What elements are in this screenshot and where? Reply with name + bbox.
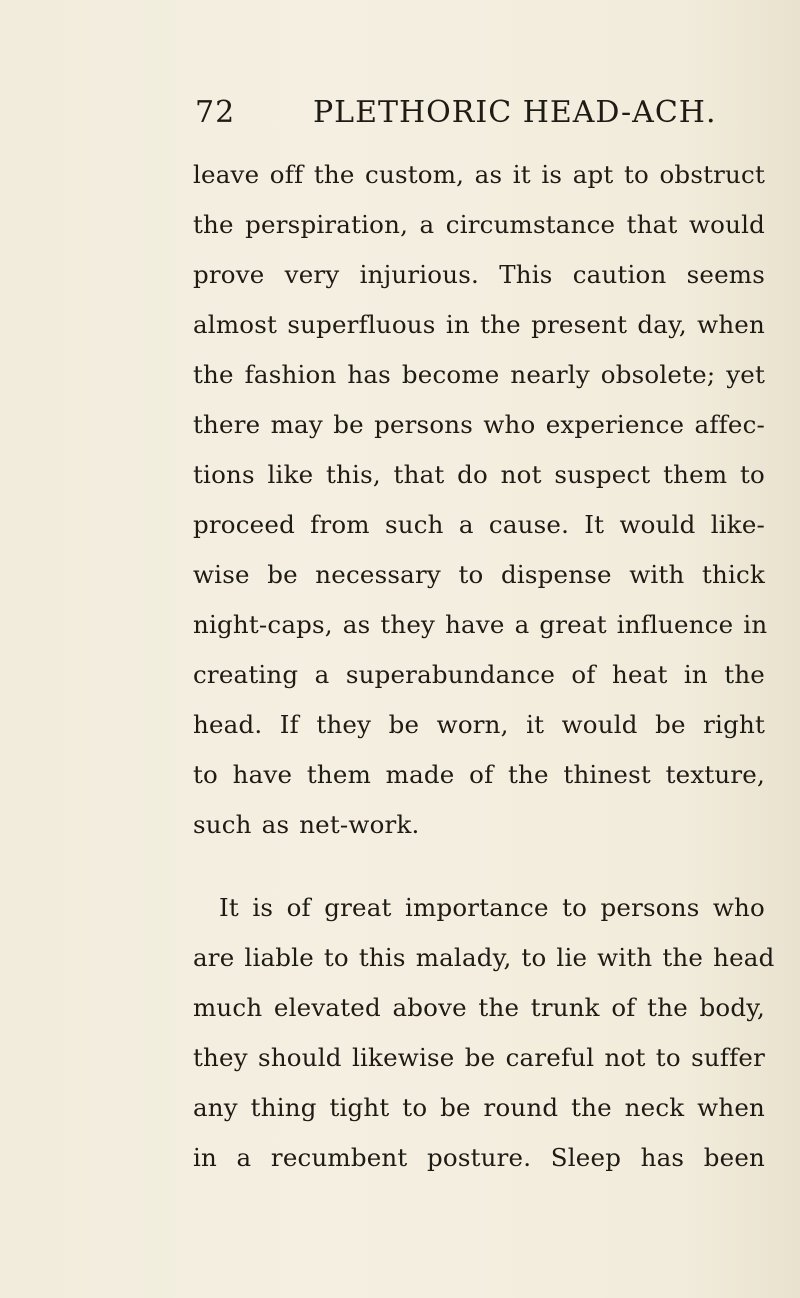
text-line: they should likewise be careful not to suffer [193, 1043, 765, 1072]
text-line: almost superfluous in the present day, when [193, 310, 765, 339]
page-header [195, 95, 755, 143]
text-line: leave off the custom, as it is apt to obstruct [193, 160, 765, 189]
text-line: tions like this, that do not suspect them to [193, 460, 765, 489]
text-line: head. If they be worn, it would be right [193, 710, 765, 739]
text-line: much elevated above the trunk of the body, [193, 993, 765, 1022]
text-line: wise be necessary to dispense with thick [193, 560, 765, 589]
text-line: such as net-work. [193, 810, 420, 839]
text-line: there may be persons who experience affec- [193, 410, 765, 439]
text-line: the fashion has become nearly obsolete; yet [193, 360, 765, 389]
text-line: prove very injurious. This caution seems [193, 260, 765, 289]
text-line: are liable to this malady, to lie with the head [193, 943, 775, 972]
text-line: night-caps, as they have a great influence in [193, 610, 768, 639]
text-line: creating a superabundance of heat in the [193, 660, 765, 689]
running-title: PLETHORIC HEAD-ACH. [313, 95, 717, 130]
text-line: the perspiration, a circumstance that would [193, 210, 765, 239]
text-line: to have them made of the thinest texture, [193, 760, 765, 789]
page-number: 72 [195, 95, 236, 130]
text-line: proceed from such a cause. It would like- [193, 510, 765, 539]
text-line: It is of great importance to persons who [219, 893, 765, 922]
text-line: in a recumbent posture. Sleep has been [193, 1143, 765, 1172]
text-line: any thing tight to be round the neck when [193, 1093, 765, 1122]
